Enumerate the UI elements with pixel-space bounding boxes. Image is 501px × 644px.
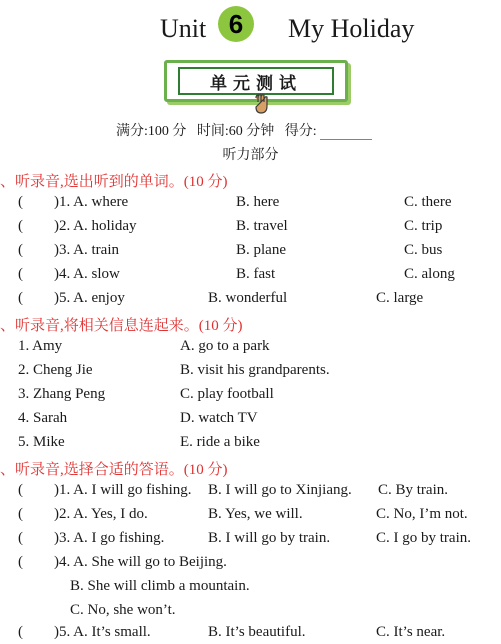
question-option-b: B. It’s beautiful. [208,624,306,640]
exam-meta [116,120,372,140]
question-option-c: C. No, she won’t. [70,602,176,618]
question-option-b: B. I will go by train. [208,530,331,546]
question-option-a: )1. A. I will go fishing. [54,482,192,498]
section-1-title: 、听录音,选出听到的单词。(10 分) [0,174,228,190]
match-right-item: D. watch TV [180,410,258,426]
answer-paren[interactable]: ( [18,218,23,234]
hand-decoration-icon [250,94,274,114]
full-marks: 满分:100 分 [116,124,187,139]
question-option-c: C. bus [404,242,443,258]
question-option-a: )3. A. I go fishing. [54,530,165,546]
answer-paren[interactable]: ( [18,506,23,522]
question-option-c: C. By train. [378,482,448,498]
question-option-b: B. I will go to Xinjiang. [208,482,352,498]
question-option-b: B. Yes, we will. [208,506,303,522]
question-option-c: C. No, I’m not. [376,506,468,522]
answer-paren[interactable]: ( [18,194,23,210]
question-option-b: B. She will climb a mountain. [70,578,250,594]
question-option-b: B. travel [236,218,288,234]
answer-paren[interactable]: ( [18,554,23,570]
question-option-a: )4. A. slow [54,266,120,282]
score-blank[interactable] [320,125,372,140]
question-option-a: )2. A. Yes, I do. [54,506,148,522]
score-label: 得分: [284,124,317,139]
question-option-c: C. large [376,290,424,306]
banner-text: 单元测试 [178,67,334,95]
question-option-a: )5. A. It’s small. [54,624,151,640]
match-right-item: C. play football [180,386,274,402]
question-option-b: B. wonderful [208,290,288,306]
unit-label: Unit [160,14,207,43]
answer-paren[interactable]: ( [18,242,23,258]
unit-title: My Holiday [288,14,415,43]
question-option-a: )1. A. where [54,194,129,210]
part-title: 听力部分 [222,148,279,163]
question-option-a: )3. A. train [54,242,119,258]
section-2-title: 、听录音,将相关信息连起来。(10 分) [0,318,243,334]
answer-paren[interactable]: ( [18,530,23,546]
question-option-c: C. there [404,194,452,210]
answer-paren[interactable]: ( [18,266,23,282]
match-right-item: E. ride a bike [180,434,260,450]
unit-number-badge: 6 [218,6,254,42]
match-left-item: 5. Mike [18,434,65,450]
match-left-item: 2. Cheng Jie [18,362,93,378]
match-left-item: 1. Amy [18,338,63,354]
question-option-c: C. I go by train. [376,530,471,546]
answer-paren[interactable]: ( [18,624,23,640]
question-option-b: B. plane [236,242,286,258]
match-right-item: A. go to a park [180,338,270,354]
question-option-c: C. It’s near. [376,624,446,640]
answer-paren[interactable]: ( [18,482,23,498]
question-option-b: B. fast [236,266,276,282]
time-limit: 时间:60 分钟 [196,124,275,139]
question-option-c: C. trip [404,218,443,234]
match-left-item: 3. Zhang Peng [18,386,106,402]
question-option-a: )5. A. enjoy [54,290,125,306]
section-3-title: 、听录音,选择合适的答语。(10 分) [0,462,228,478]
match-right-item: B. visit his grandparents. [180,362,330,378]
answer-paren[interactable]: ( [18,290,23,306]
question-option-b: B. here [236,194,280,210]
question-option-a: )4. A. She will go to Beijing. [54,554,227,570]
match-left-item: 4. Sarah [18,410,68,426]
question-option-c: C. along [404,266,455,282]
question-option-a: )2. A. holiday [54,218,137,234]
